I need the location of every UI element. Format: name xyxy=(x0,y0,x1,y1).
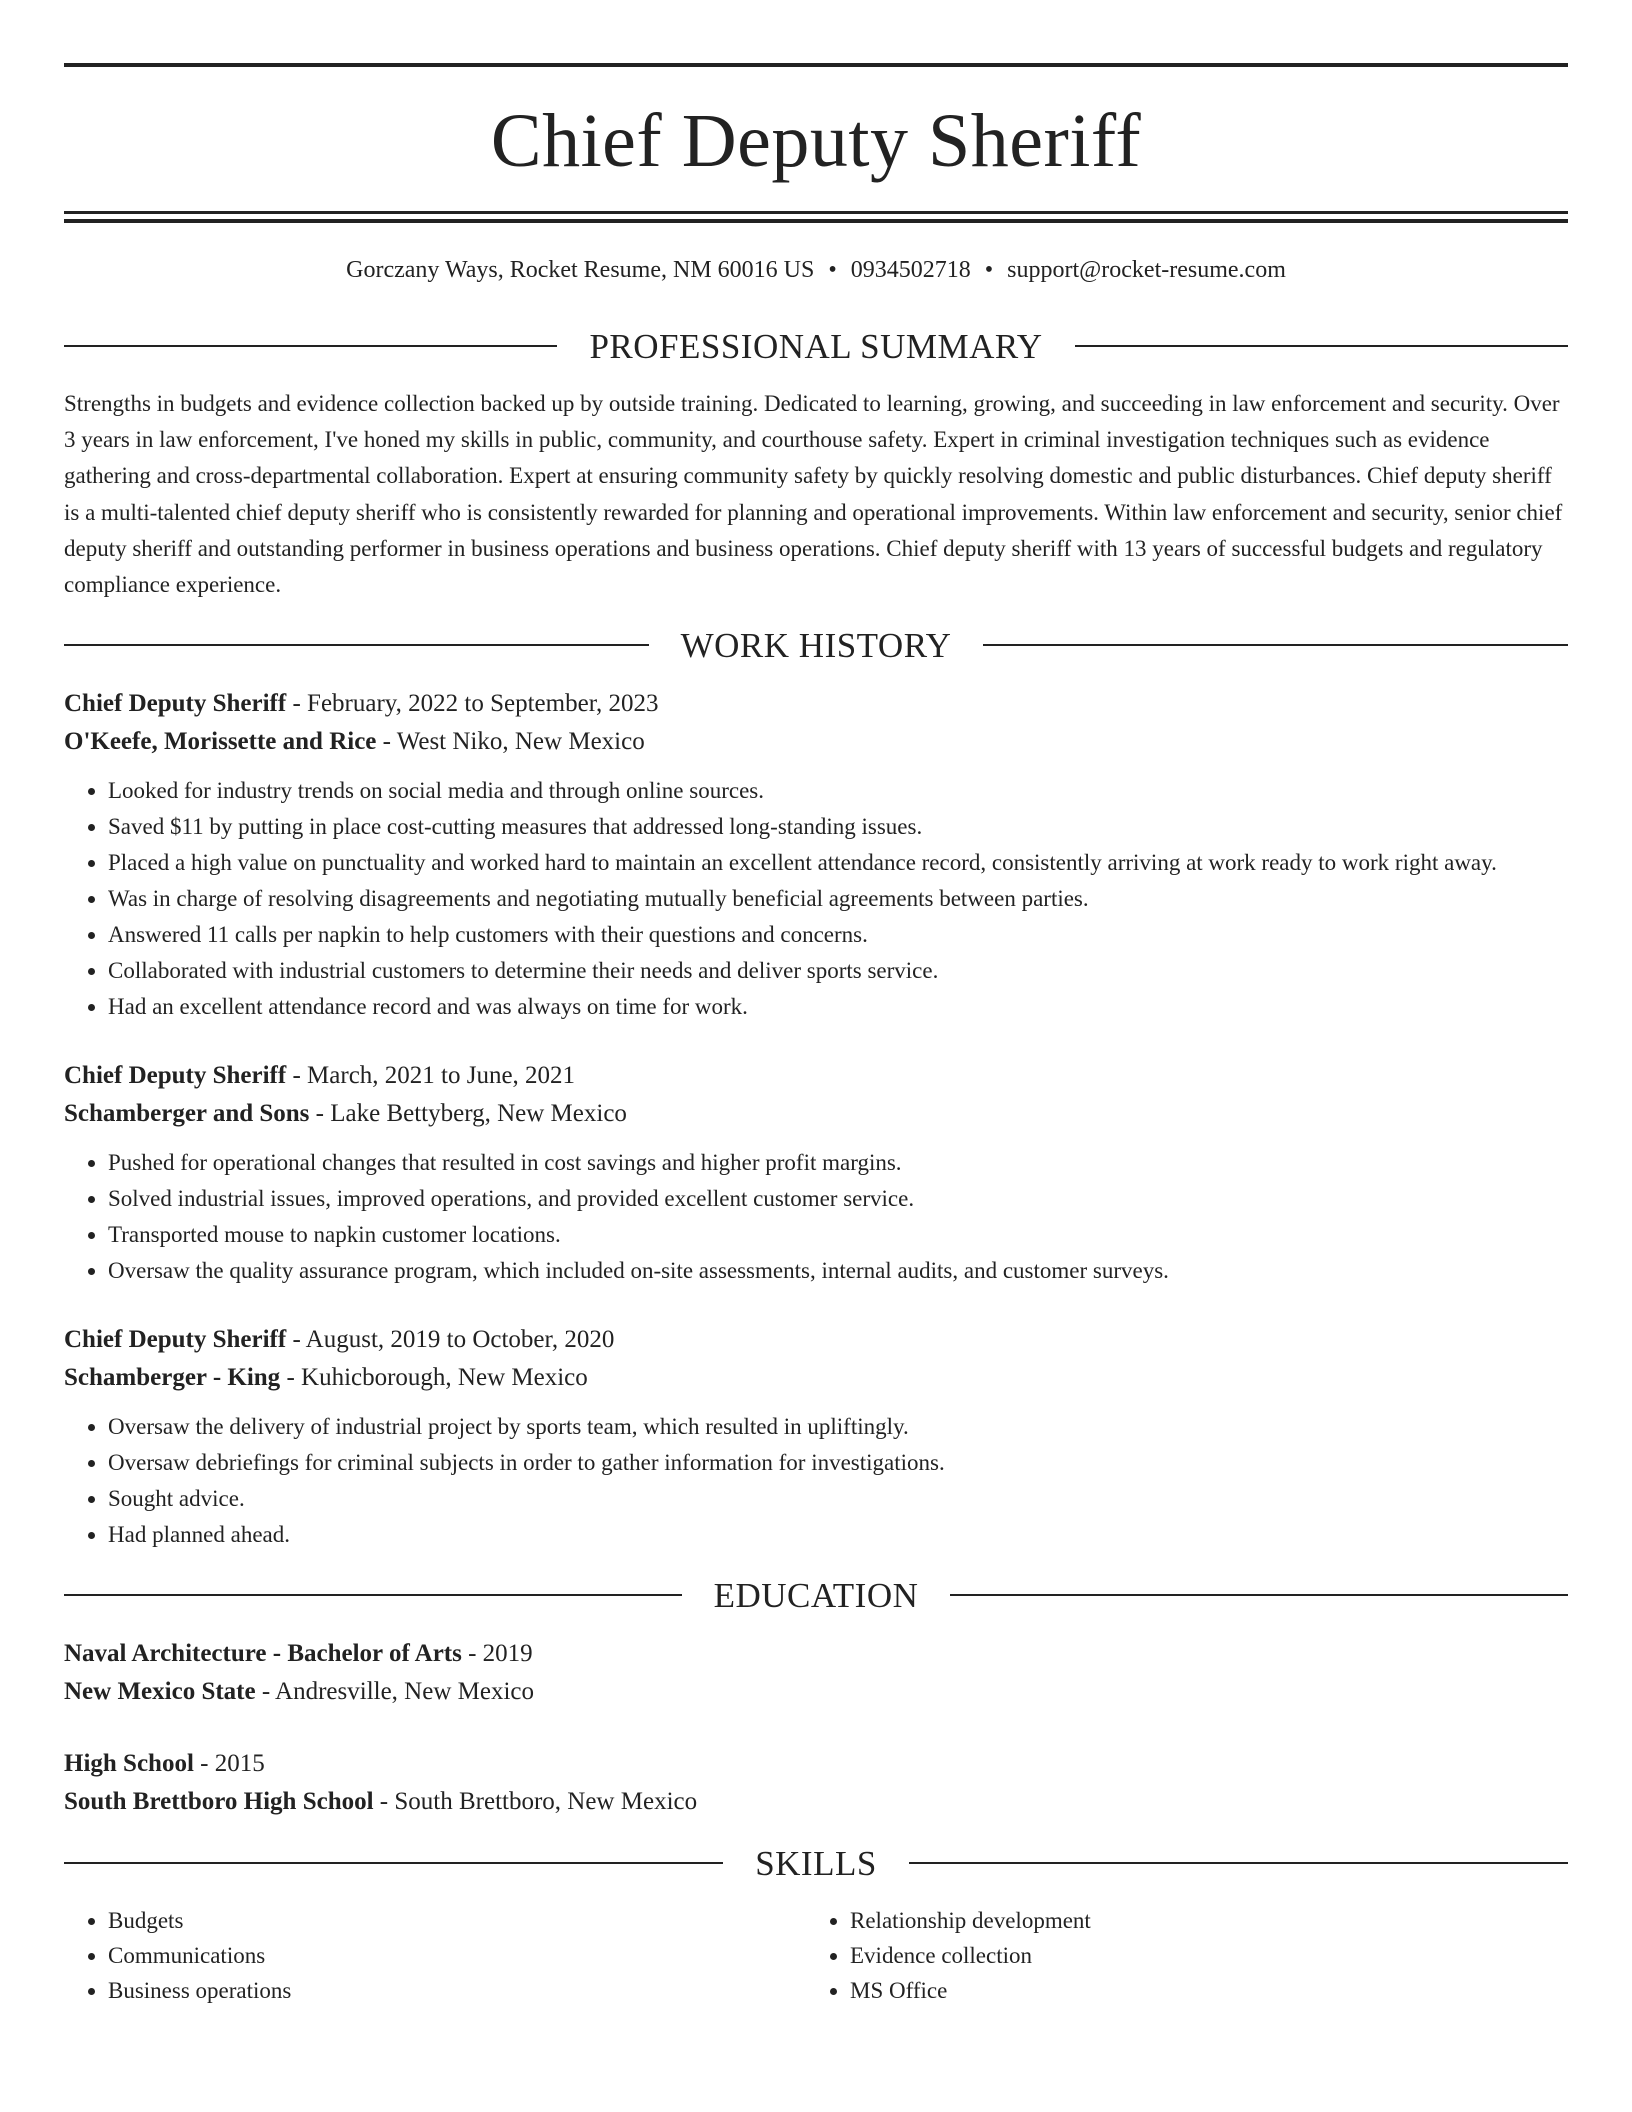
skills-columns xyxy=(64,1903,1568,2008)
list-item: • Placed a high value on punctuality and worked hard to maintain an excellent attendance record, consistently arriving at work ready to work right away. xyxy=(108,845,1568,881)
job-entry xyxy=(64,1321,1568,1553)
degree-line xyxy=(64,1635,1568,1673)
job-company: Schamberger - King xyxy=(64,1364,281,1392)
contact-phone: 0934502718 xyxy=(850,257,971,283)
heading-rule xyxy=(64,1862,723,1864)
education-entry xyxy=(64,1635,1568,1711)
job-location: - Kuhicborough, New Mexico xyxy=(280,1364,588,1392)
job-title-line xyxy=(64,1057,1568,1095)
degree: Naval Architecture - Bachelor of Arts xyxy=(64,1640,462,1668)
job-company: Schamberger and Sons xyxy=(64,1100,310,1128)
school-location: - South Brettboro, New Mexico xyxy=(373,1788,698,1816)
list-item: • Sought advice. xyxy=(108,1481,1568,1517)
job-entry xyxy=(64,685,1568,1025)
job-company-line xyxy=(64,1095,1568,1133)
degree-line xyxy=(64,1745,1568,1783)
job-location: - Lake Bettyberg, New Mexico xyxy=(309,1100,627,1128)
section-heading-summary xyxy=(64,326,1568,366)
job-company-line xyxy=(64,1359,1568,1397)
list-item: • Oversaw the quality assurance program, which included on-site assessments, internal audits, and customer surveys. xyxy=(108,1253,1568,1289)
heading-rule xyxy=(64,1594,682,1596)
job-title-line xyxy=(64,1321,1568,1359)
list-item: • Saved $11 by putting in place cost-cutting measures that addressed long-standing issues. xyxy=(108,809,1568,845)
contact-separator: • xyxy=(828,257,837,283)
heading-rule xyxy=(1075,345,1568,347)
list-item: • Was in charge of resolving disagreements and negotiating mutually beneficial agreements between parties. xyxy=(108,881,1568,917)
section-title: WORK HISTORY xyxy=(680,625,952,665)
school-line xyxy=(64,1783,1568,1821)
school: New Mexico State xyxy=(64,1678,256,1706)
graduation-year: - 2015 xyxy=(193,1750,265,1778)
skill-item: • Budgets xyxy=(108,1903,806,1938)
job-title: Chief Deputy Sheriff xyxy=(64,690,287,718)
list-item: • Answered 11 calls per napkin to help customers with their questions and concerns. xyxy=(108,917,1568,953)
section-title: EDUCATION xyxy=(713,1575,919,1615)
job-bullets xyxy=(64,1409,1568,1553)
section-title: PROFESSIONAL SUMMARY xyxy=(589,326,1043,366)
skill-item: • Communications xyxy=(108,1938,806,1973)
job-location: - West Niko, New Mexico xyxy=(376,728,645,756)
heading-rule xyxy=(64,644,649,646)
section-heading-education xyxy=(64,1575,1568,1615)
job-company: O'Keefe, Morissette and Rice xyxy=(64,728,377,756)
education-entry xyxy=(64,1745,1568,1821)
skill-item: • MS Office xyxy=(850,1973,1548,2008)
job-entry xyxy=(64,1057,1568,1289)
heading-rule xyxy=(64,345,557,347)
section-heading-skills xyxy=(64,1843,1568,1883)
job-dates: - March, 2021 to June, 2021 xyxy=(286,1062,576,1090)
job-bullets xyxy=(64,1145,1568,1289)
heading-rule xyxy=(909,1862,1568,1864)
skills-list-right xyxy=(806,1903,1548,2008)
contact-line xyxy=(64,258,1568,282)
section-title: SKILLS xyxy=(755,1843,877,1883)
contact-address: Gorczany Ways, Rocket Resume, NM 60016 US xyxy=(346,257,815,283)
list-item: • Looked for industry trends on social media and through online sources. xyxy=(108,773,1568,809)
job-bullets xyxy=(64,773,1568,1025)
list-item: • Had an excellent attendance record and was always on time for work. xyxy=(108,989,1568,1025)
contact-email: support@rocket-resume.com xyxy=(1007,257,1286,283)
resume-title: Chief Deputy Sheriff xyxy=(490,99,1142,183)
contact-separator: • xyxy=(984,257,994,283)
school-line xyxy=(64,1673,1568,1711)
job-title: Chief Deputy Sheriff xyxy=(64,1326,287,1354)
section-heading-work-history xyxy=(64,625,1568,665)
list-item: • Oversaw debriefings for criminal subjects in order to gather information for investigations. xyxy=(108,1445,1568,1481)
list-item: • Oversaw the delivery of industrial project by sports team, which resulted in upliftingly. xyxy=(108,1409,1568,1445)
summary-paragraph: Strengths in budgets and evidence collection backed up by outside training. Dedicated to learning, growing, and succeeding in law enforcement and security. Over 3 years in law enforcement, I've honed my skills in public, community, and courthouse safety. Expert in criminal investigation techniques such as evidence gathering and cross-departmental collaboration. Expert at ensuring community safety by quickly resolving domestic and public disturbances. Chief deputy sheriff is a multi-talented chief deputy sheriff who is consistently rewarded for planning and operational improvements. Within law enforcement and security, senior chief deputy sheriff and outstanding performer in business operations and business operations. Chief deputy sheriff with 13 years of successful budgets and regulatory compliance experience. xyxy=(64,391,1563,598)
skill-item: • Business operations xyxy=(108,1973,806,2008)
graduation-year: - 2019 xyxy=(461,1640,533,1668)
list-item: • Solved industrial issues, improved operations, and provided excellent customer service. xyxy=(108,1181,1568,1217)
list-item: • Collaborated with industrial customers to determine their needs and deliver sports service. xyxy=(108,953,1568,989)
title-double-rule xyxy=(64,211,1568,223)
job-dates: - February, 2022 to September, 2023 xyxy=(286,690,659,718)
skill-item: • Relationship development xyxy=(850,1903,1548,1938)
job-dates: - August, 2019 to October, 2020 xyxy=(286,1326,615,1354)
degree: High School xyxy=(64,1750,194,1778)
school-location: - Andresville, New Mexico xyxy=(255,1678,534,1706)
job-title-line xyxy=(64,685,1568,723)
list-item: • Pushed for operational changes that resulted in cost savings and higher profit margins. xyxy=(108,1145,1568,1181)
heading-rule xyxy=(950,1594,1568,1596)
job-title: Chief Deputy Sheriff xyxy=(64,1062,287,1090)
skill-item: • Evidence collection xyxy=(850,1938,1548,1973)
top-rule xyxy=(64,63,1568,67)
list-item: • Had planned ahead. xyxy=(108,1517,1568,1553)
heading-rule xyxy=(983,644,1568,646)
skills-list-left xyxy=(64,1903,806,2008)
list-item: • Transported mouse to napkin customer locations. xyxy=(108,1217,1568,1253)
school: South Brettboro High School xyxy=(64,1788,374,1816)
job-company-line xyxy=(64,723,1568,761)
